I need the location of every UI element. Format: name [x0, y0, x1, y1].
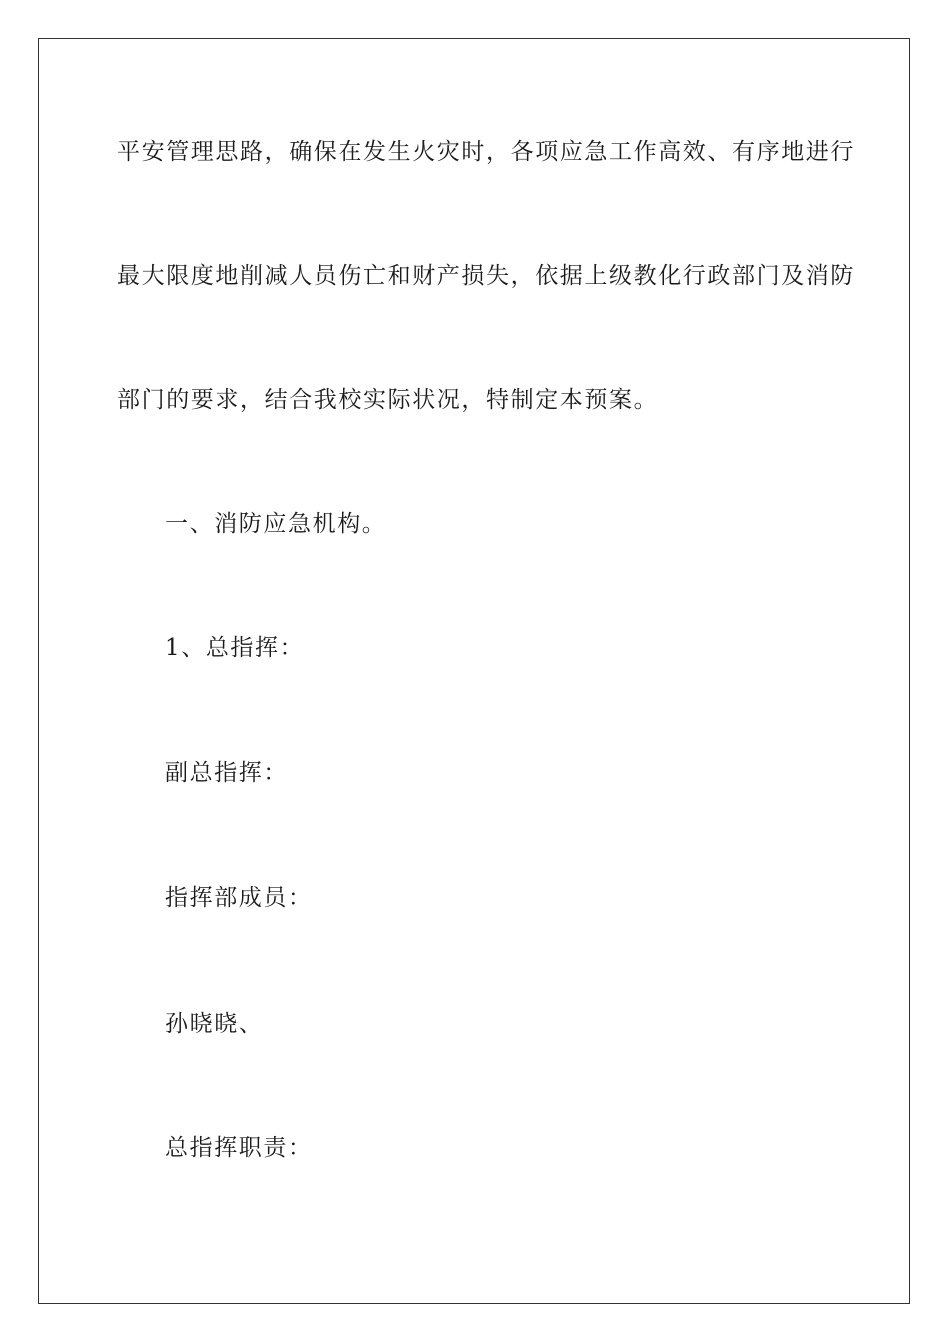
item-deputy-commander: 副总指挥：: [165, 760, 288, 786]
paragraph-line-2: 最大限度地削减人员伤亡和财产损失，依据上级教化行政部门及消防: [117, 263, 855, 289]
section-heading: 一、消防应急机构。: [165, 511, 387, 537]
item-member-name: 孙晓晓、: [165, 1011, 264, 1037]
item-command-members: 指挥部成员：: [165, 885, 313, 911]
item-commander: 1、总指挥：: [165, 635, 305, 661]
item-commander-duties: 总指挥职责：: [165, 1135, 313, 1161]
paragraph-line-1: 平安管理思路，确保在发生火灾时，各项应急工作高效、有序地进行: [117, 139, 855, 165]
page-border: [38, 38, 910, 1304]
paragraph-line-3: 部门的要求，结合我校实际状况，特制定本预案。: [117, 387, 659, 413]
